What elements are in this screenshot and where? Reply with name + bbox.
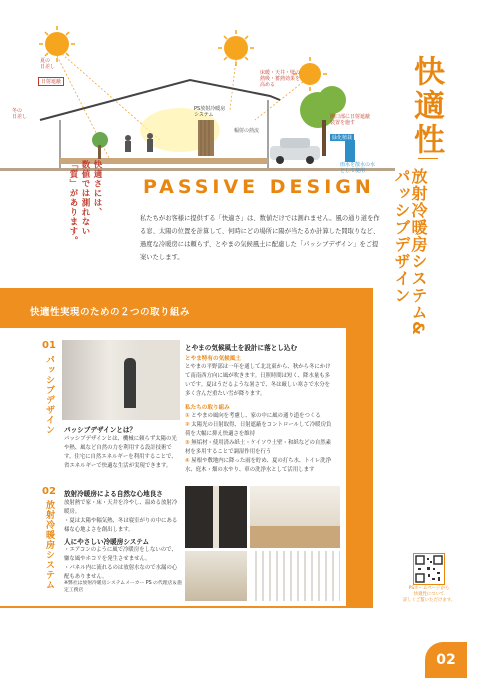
winter-sun-label: 冬の 日差し [12,108,28,120]
section1-right-list [185,412,335,475]
section2-bullet1: ・夏は太陽や輻気熱、冬は寝室がりの中にある様な心地よさを創出します。 [64,518,178,533]
section1-body: パッシブデザインとは、機械に頼らず太陽の光や熱、風など自然の力を利用する設計技術です。住宅に自然エネルギーを利用することで、省エネルギーで快適な生活が実現できます。 [64,436,177,469]
shade-label: 開口部に日射遮蔽 装置を施す [330,114,371,126]
subtitle-line-1: 放射冷暖房システム& [409,168,428,336]
rainwater-label: 雨水を散水の水 として使用 [340,162,376,174]
list-item: ③ 無垢材・使用済み紙土・ケイソウ土壁・和紙などの自然素材を多用することで調湿作用を行う [185,440,332,455]
section1-right-sub1: とやま特有の気候風土 [185,356,241,362]
section2-photo-radiator [250,551,340,601]
section2-photo-lamp [185,486,247,548]
section1-vertical-label: パッシブデザイン [44,355,54,435]
panel-heading: 快適性実現のための２つの取り組み [30,307,191,318]
section2-heading2: 人にやさしい冷暖房システム [64,538,150,546]
reflect-label: 床暖・天井・壁の 熱吸・蓄熱効果を 高める [260,70,301,88]
floor [250,526,340,548]
catch-copy [36,160,106,250]
catch-line-3: 「質」があります。 [68,160,78,246]
list-item: ② 太陽光の日射取得、日射遮蔽をコントロールして冷暖房負荷を大幅に抑え快適さを維持 [185,422,332,437]
page-number: 02 [425,642,467,678]
lamp [213,486,219,548]
section2-bullets2 [64,546,182,582]
section2-body1: 放射熱で家・床・天井を冷やし、温める放射冷暖房。 [64,500,178,515]
catch-line-2: 数値では測れない [80,160,90,236]
greening-label: 緑化植栽 [332,135,353,141]
car-icon [270,138,320,164]
list-item: ① とやまの風向を考慮し、家の中に風の通り道をつくる [185,413,321,419]
passive-design-heading: PASSIVE DESIGN [143,176,375,198]
system-label: PS放射冷暖房 システム [194,106,226,118]
list-item: ・エアコンのように風で冷暖房をしないので、嫌な風やホコリを発生させません。 [64,547,177,562]
subtitle-line-2: パッシブデザイン [392,168,411,304]
section2-number: 02 [42,486,56,497]
qr-caption: PSホームページから 快適性について 詳しくご覧いただけます。 [402,586,456,603]
section2-footnote: ※弊社は放射冷暖房システムメーカー PS の代理店＆施定工務店 [64,581,182,593]
section2-heading1: 放射冷暖房による自然な心地良さ [64,490,163,498]
section2-photo-room [250,486,340,548]
section1-right-body1: とやまの平野部は一年を通して北北東から、秋から冬にかけて南南西方向に風が吹きます。日照時間は短く、降水量も多いです。夏はうだるような暑さで、冬は厳しい寒さで水分を多く含んだ重たい雪が降ります。 [185,364,331,397]
page-title: 快適性 [408,55,444,157]
section1-right-heading: とやまの気候風土を設計に落とし込む [185,344,298,352]
catch-line-1: 快適さには、 [92,160,102,217]
list-item: ④ 屋根や敷地内に降った雨を貯め、夏の打ち水、トイレ洗浄水、庭木・畑の水やり、車の洗浄水として活用します [185,458,331,473]
person-silhouette [124,358,136,408]
section1-photo [62,340,180,420]
people-figures [125,133,153,152]
plant-left [92,132,108,159]
section1-number: 01 [42,340,56,351]
qr-code[interactable] [413,553,445,585]
list-item: ・パネル内に流れるのは放射水なので水漏の心配もありません。 [64,565,178,580]
title-divider [418,158,438,159]
section2-vertical-label: 放射冷暖房システム [44,500,54,590]
window [142,340,180,420]
eaves-label: 日射遮蔽 [38,77,64,86]
intro-text: 私たちがお客様に提供する「快適さ」は、数値だけでは測れません。風の通り道を作る窓、太陽の位置を計算して、何時にどの場所に陽が当たるか計算した間取りなど、過度な冷暖房には頼らず、とやまの気候風土に配慮した「パッシブデザイン」をご提案いたします。 [140,215,380,261]
section1-question: パッシブデザインとは？ [64,426,137,434]
section2-photo-interior [185,551,247,601]
summer-sun-label: 夏の 日差し [40,58,56,70]
section1-right-sub2: 私たちの取り組み [185,405,230,411]
radiant-label: 輻射の熱流 [234,128,260,134]
qr-code-icon [414,554,444,584]
